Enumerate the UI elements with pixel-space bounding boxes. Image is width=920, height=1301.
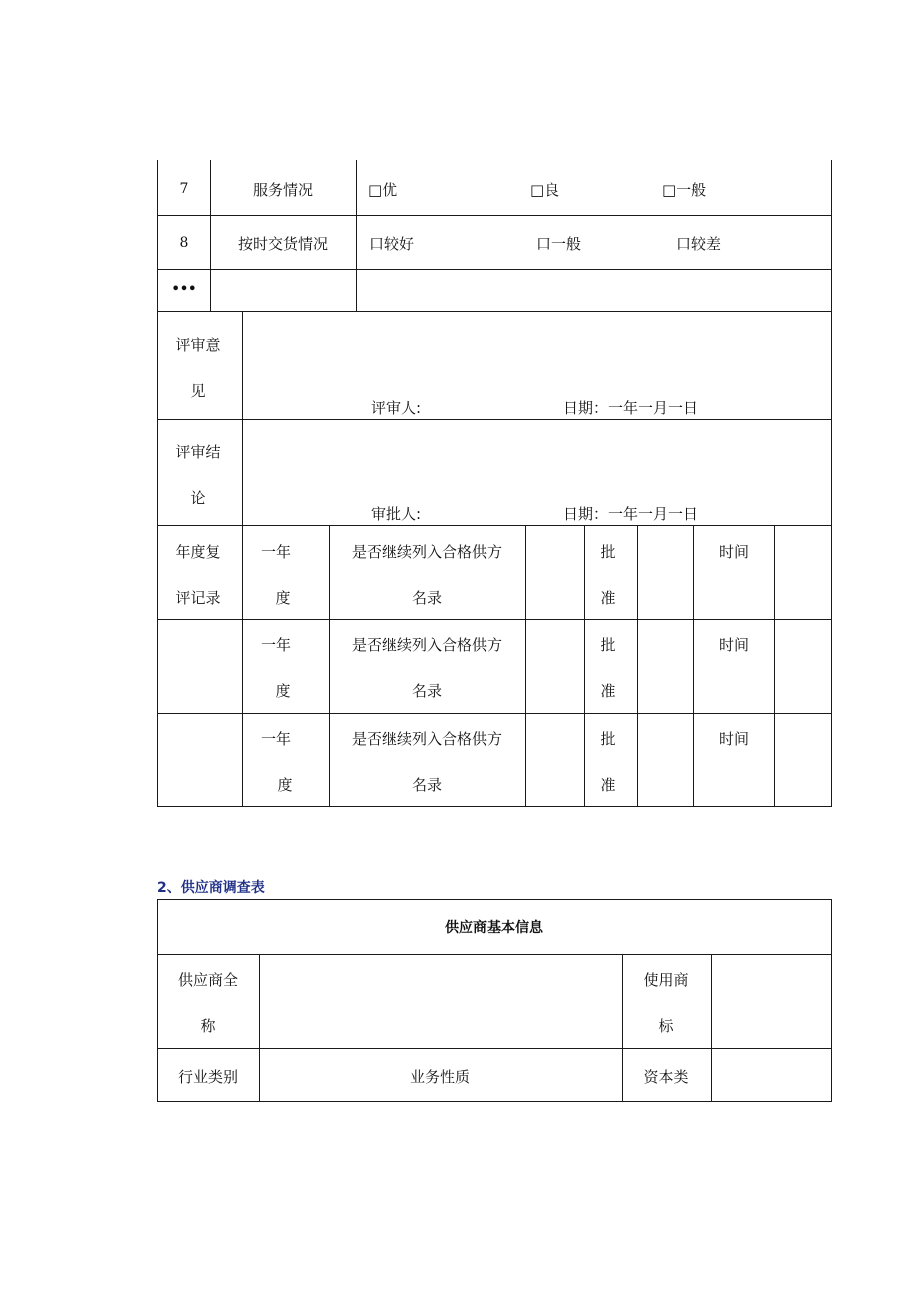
qualified-list-question: 是否继续列入合格供方 (351, 543, 503, 561)
review-conclusion-label: 论 (190, 489, 206, 507)
approver-label: 审批人: (371, 505, 422, 523)
approval-date: 日期：一年一月一日 (563, 505, 699, 523)
annual-review-label: 年度复 (175, 543, 221, 561)
option-normal-checkbox[interactable]: 口一般 (536, 235, 582, 253)
year-field: 一年 (260, 730, 292, 748)
approve-label: 批 (600, 636, 616, 654)
trademark-label: 标 (658, 1017, 674, 1035)
qualified-list-question: 名录 (411, 682, 443, 700)
option-poor-checkbox[interactable]: 口较差 (676, 235, 722, 253)
industry-label: 行业类别 (177, 1068, 239, 1086)
qualified-list-question: 名录 (411, 776, 443, 794)
row-number: 7 (179, 181, 189, 197)
section-heading: 2、供应商调查表 (157, 880, 265, 896)
ellipsis-row: ••• (171, 282, 197, 297)
review-opinion-label: 见 (190, 382, 206, 400)
year-field: 度 (275, 589, 291, 607)
item-delivery: 按时交货情况 (237, 235, 329, 253)
business-nature-label: 业务性质 (409, 1068, 471, 1086)
supplier-full-name-label: 供应商全 (177, 971, 239, 989)
option-average-checkbox[interactable]: □一般 (662, 181, 707, 199)
capital-type-label: 资本类 (643, 1068, 689, 1086)
option-good-checkbox[interactable]: □良 (530, 181, 560, 199)
approve-label: 批 (600, 730, 616, 748)
approve-label: 准 (600, 589, 616, 607)
option-better-checkbox[interactable]: 口较好 (369, 235, 415, 253)
review-opinion-label: 评审意 (175, 336, 221, 354)
approve-label: 准 (600, 682, 616, 700)
review-date: 日期：一年一月一日 (563, 399, 699, 417)
reviewer-label: 评审人: (371, 399, 422, 417)
year-field: 一年 (260, 543, 292, 561)
option-excellent-checkbox[interactable]: □优 (368, 181, 398, 199)
year-field: 度 (277, 776, 293, 794)
year-field: 一年 (260, 636, 292, 654)
qualified-list-question: 是否继续列入合格供方 (351, 730, 503, 748)
approve-label: 批 (600, 543, 616, 561)
time-label: 时间 (718, 543, 750, 561)
approve-label: 准 (600, 776, 616, 794)
table-title: 供应商基本信息 (445, 920, 543, 936)
item-service: 服务情况 (252, 181, 314, 199)
row-number: 8 (179, 235, 189, 251)
time-label: 时间 (718, 730, 750, 748)
annual-review-label: 评记录 (175, 589, 221, 607)
time-label: 时间 (718, 636, 750, 654)
year-field: 度 (275, 682, 291, 700)
qualified-list-question: 名录 (411, 589, 443, 607)
qualified-list-question: 是否继续列入合格供方 (351, 636, 503, 654)
review-conclusion-label: 评审结 (175, 443, 221, 461)
supplier-full-name-label: 称 (200, 1017, 216, 1035)
trademark-label: 使用商 (643, 971, 689, 989)
